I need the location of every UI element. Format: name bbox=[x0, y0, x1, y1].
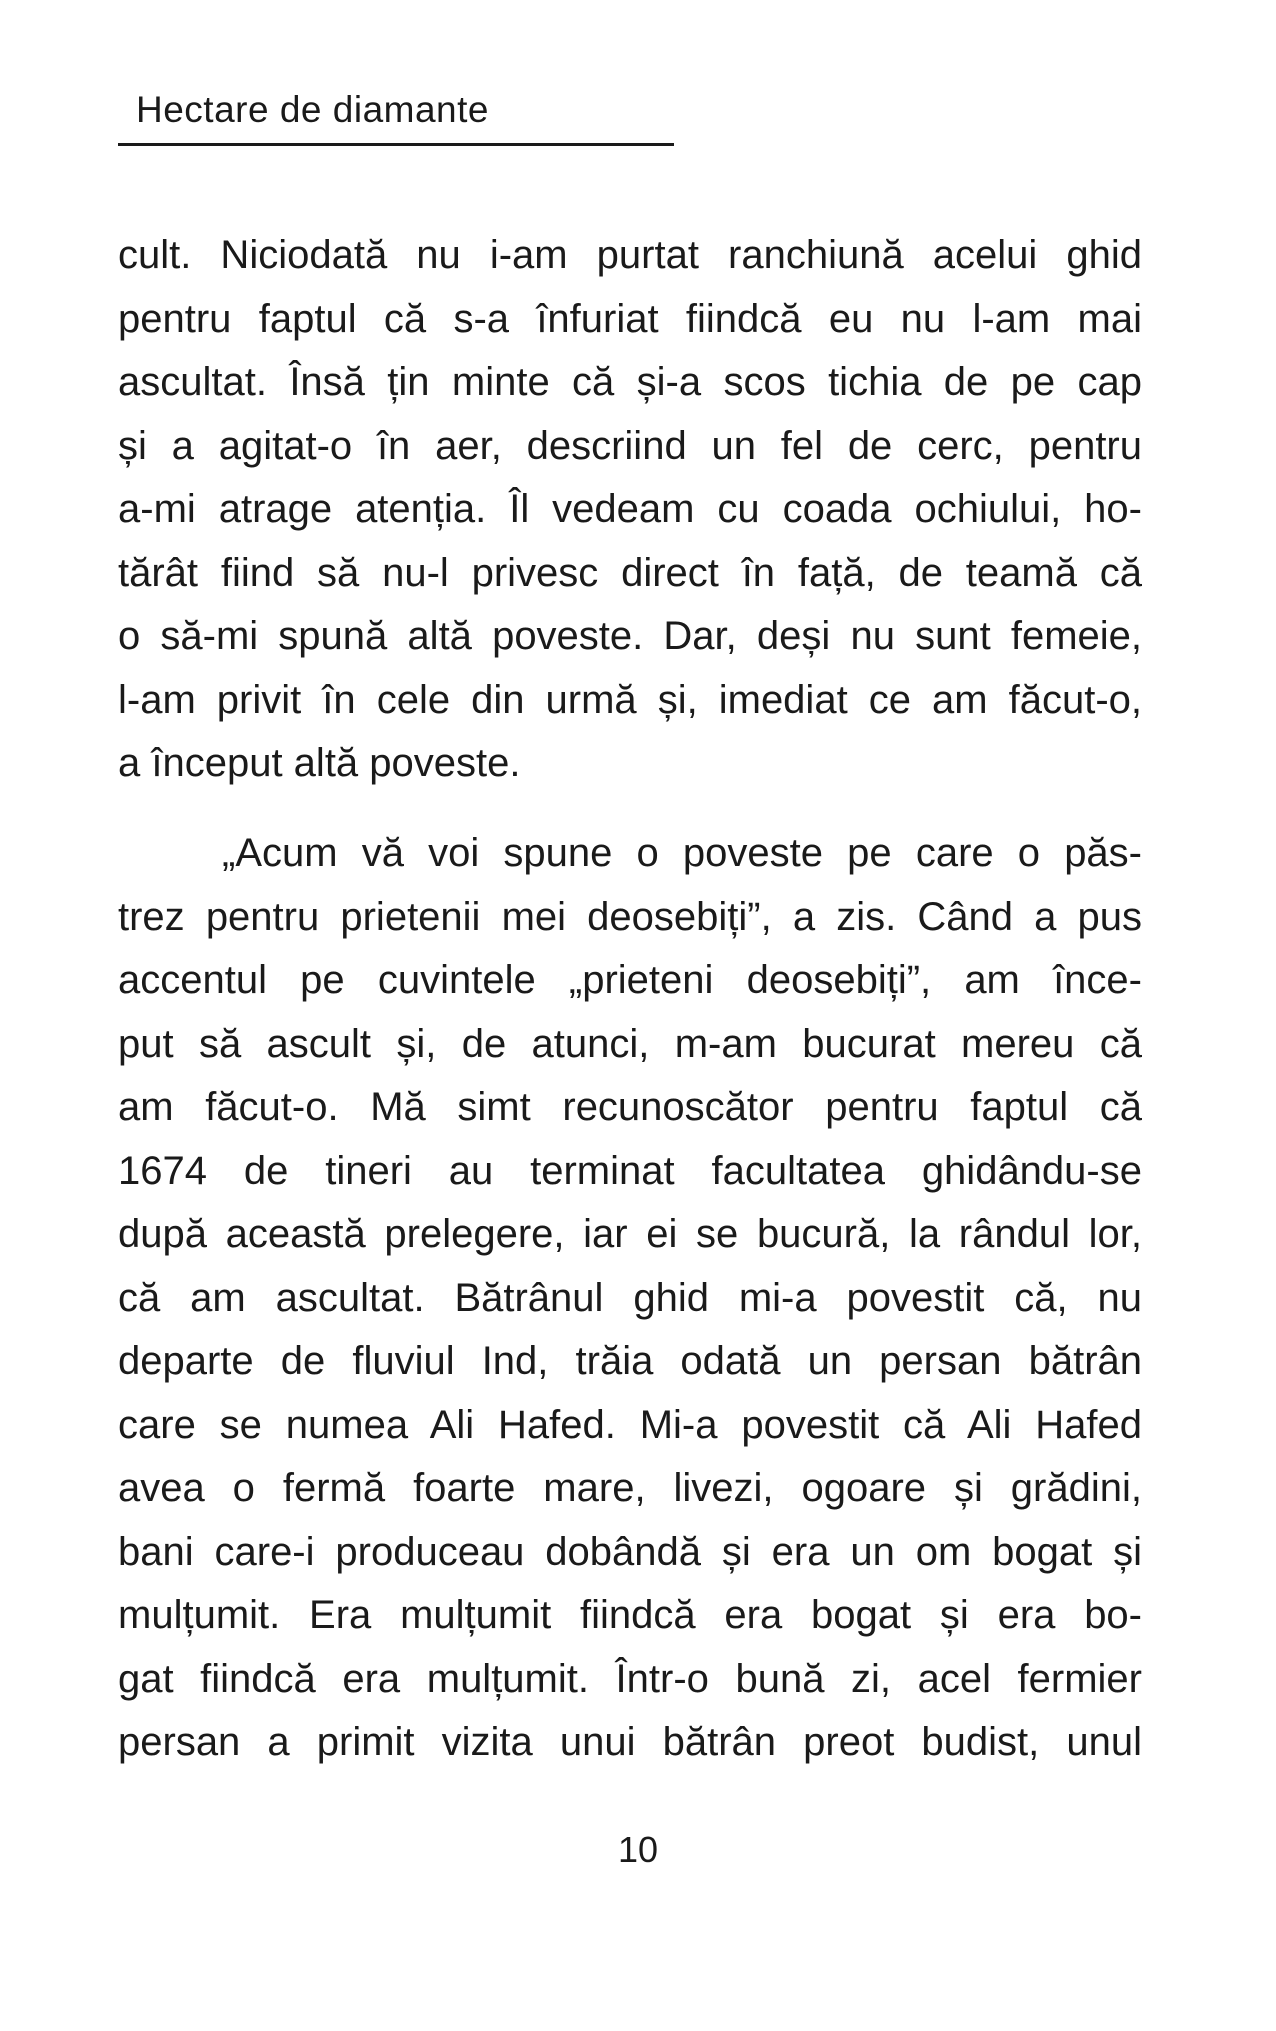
text-line: a început altă poveste. bbox=[118, 741, 521, 785]
text-line: am făcut-o. Mă simt recunoscător pentru faptul că bbox=[118, 1085, 1142, 1129]
text-line: „Acum vă voi spune o poveste pe care o păs- bbox=[222, 831, 1142, 875]
running-header bbox=[118, 84, 674, 146]
text-line: accentul pe cuvintele „prieteni deosebiți”, am înce- bbox=[118, 958, 1142, 1002]
text-line: mulțumit. Era mulțumit fiindcă era bogat și era bo- bbox=[118, 1593, 1142, 1637]
text-line: persan a primit vizita unui bătrân preot budist, unul bbox=[118, 1720, 1142, 1764]
text-line: put să ascult și, de atunci, m-am bucurat mereu că bbox=[118, 1021, 1142, 1066]
text-line: trez pentru prietenii mei deosebiți”, a zis. Când a pus bbox=[118, 894, 1142, 939]
text-line: bani care-i produceau dobândă și era un om bogat și bbox=[118, 1529, 1142, 1574]
text-line: departe de fluviul Ind, trăia odată un persan bătrân bbox=[118, 1339, 1142, 1383]
paragraph-1 bbox=[118, 224, 1142, 796]
page-number: 10 bbox=[617, 1829, 659, 1870]
paragraph-2 bbox=[118, 822, 1142, 1775]
text-line: care se numea Ali Hafed. Mi-a povestit că Ali Hafed bbox=[118, 1402, 1142, 1447]
text-line: avea o fermă foarte mare, livezi, ogoare și grădini, bbox=[118, 1466, 1142, 1510]
text-line: și a agitat-o în aer, descriind un fel de cerc, pentru bbox=[118, 423, 1142, 468]
text-line: că am ascultat. Bătrânul ghid mi-a povestit că, nu bbox=[118, 1275, 1142, 1320]
text-line: o să-mi spună altă poveste. Dar, deși nu sunt femeie, bbox=[118, 614, 1142, 658]
book-title: Hectare de diamante bbox=[136, 89, 489, 130]
text-line: 1674 de tineri au terminat facultatea ghidându-se bbox=[118, 1148, 1142, 1193]
text-line: ascultat. Însă țin minte că și-a scos tichia de pe cap bbox=[118, 360, 1142, 404]
text-line: a-mi atrage atenția. Îl vedeam cu coada ochiului, ho- bbox=[118, 487, 1142, 531]
text-line: gat fiindcă era mulțumit. Într-o bună zi, acel fermier bbox=[118, 1656, 1142, 1701]
text-line: pentru faptul că s-a înfuriat fiindcă eu nu l-am mai bbox=[118, 296, 1142, 341]
text-line: l-am privit în cele din urmă și, imediat ce am făcut-o, bbox=[118, 677, 1142, 722]
text-line: tărât fiind să nu-l privesc direct în față, de teamă că bbox=[118, 550, 1142, 595]
text-line: după această prelegere, iar ei se bucură, la rândul lor, bbox=[118, 1212, 1142, 1256]
text-line: cult. Niciodată nu i-am purtat ranchiună acelui ghid bbox=[118, 233, 1142, 277]
